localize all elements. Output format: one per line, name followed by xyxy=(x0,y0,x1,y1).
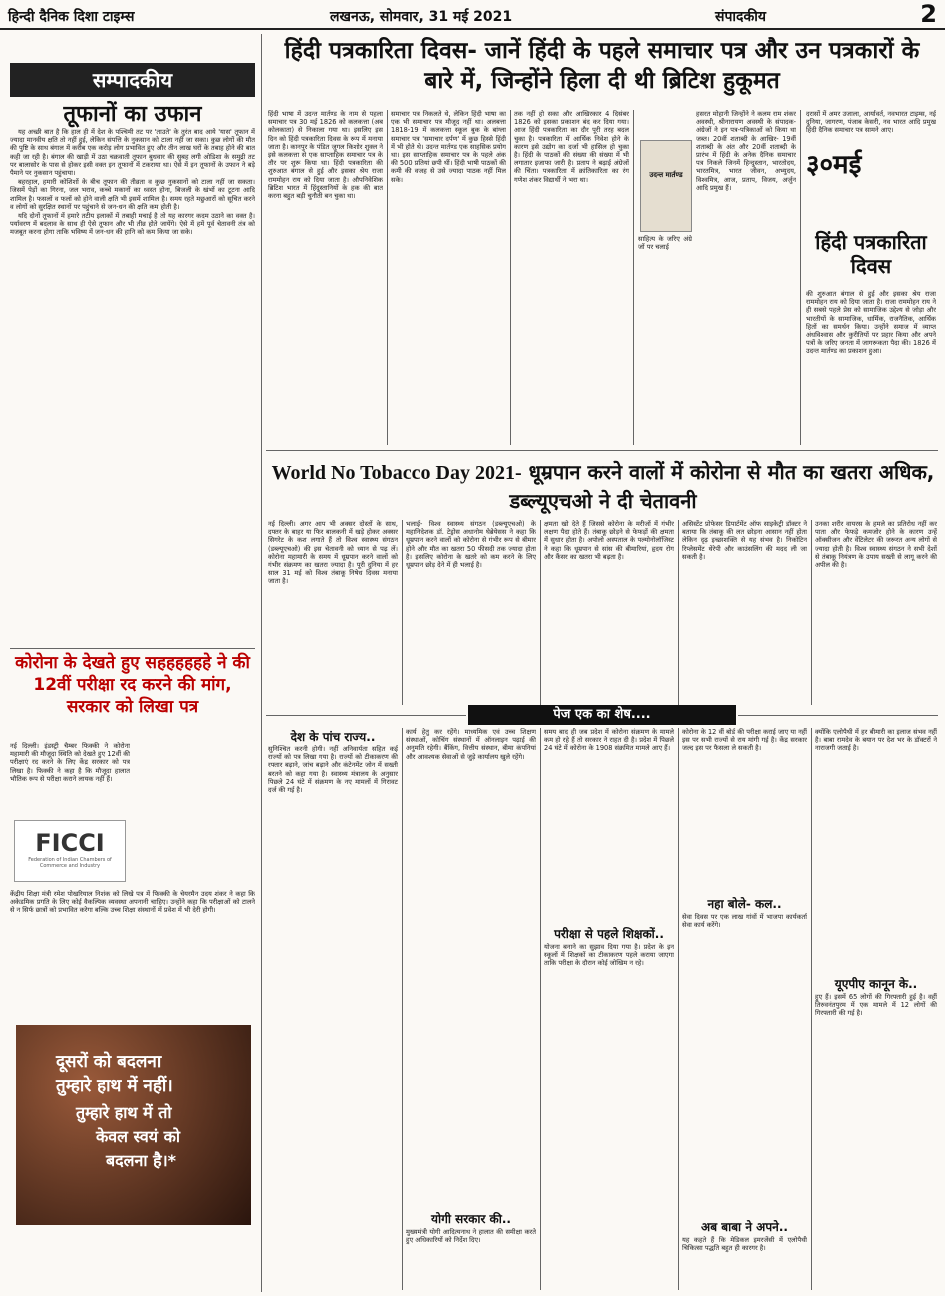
cont-yogi-body: मुख्यमंत्री योगी आदित्यनाथ ने हालात की समीक्षा करते हुए अधिकारियों को निर्देश दिए। xyxy=(406,1228,536,1245)
cont-title-baba: अब बाबा ने अपने.. xyxy=(701,1220,788,1234)
top-story-col1: हिंदी भाषा में उदन्त मार्तण्ड के नाम से पहला समाचार पत्र 30 मई 1826 को कलकत्ता (अब कोलकाता) से निकाला गया था। इसलिए इस दिन को हिंदी पत्रकारिता दिवस के रूप में मनाया जाता है। कानपुर के पंडित जुगल किशोर शुक्ल ने इसे कलकत्ता से एक साप्ताहिक समाचार पत्र के तौर पर शुरू किया था। हिंदी पत्रकारिता की शुरुआत बंगाल से हुई और इसका श्रेय राजा राममोहन राय को दिया जाता है। औपनिवेशिक ब्रिटिश भारत में हिंदुस्तानियों के हक की बात करना बहुत बड़ी चुनौती बन चुका था। xyxy=(268,110,383,201)
quote-image xyxy=(16,1025,251,1225)
cont-title-nadda: नहा बोले- कल.. xyxy=(707,897,782,911)
tobacco-headline xyxy=(268,458,938,515)
tobacco-headline-hi: धूम्रपान करने वालों में कोरोना से मौत का खतरा अधिक, डब्ल्यूएचओ ने दी चेतावनी xyxy=(509,460,935,513)
ficci-logo xyxy=(14,820,126,882)
tobacco-col5: उनका शरीर वायरस के हमले का प्रतिरोध नहीं कर पाता और फेफड़े कमजोर होने के कारण उन्हें ऑक्सीजन और वेंटिलेटर की जरूरत अन्य लोगों से ज्यादा होती है। विश्व स्वास्थ्य संगठन ने सभी देशों से तंबाकू नियंत्रण के उपाय सख्ती से लागू करने की अपील की है। xyxy=(815,520,937,570)
cont-board-body: कोरोना के 12 वीं बोर्ड की परीक्षा कराई जाए या नहीं इस पर सभी राज्यों से राय मांगी गई है। केंद्र सरकार जल्द इस पर फैसला ले सकती है। xyxy=(682,728,807,753)
tobacco-col3: क्षमता खो देते हैं जिससे कोरोना के मरीजों में गंभीर लक्षण पैदा होते हैं। तंबाकू छोड़ने से फेफड़ों की क्षमता में सुधार होता है। अपोलो अस्पताल के पल्मोनोलॉजिस्ट ने कहा कि धूम्रपान से सांस की बीमारियां, हृदय रोग और कैंसर का खतरा भी बढ़ता है। xyxy=(544,520,674,561)
section-name: संपादकीय xyxy=(715,9,766,25)
cont-title-states: देश के पांच राज्य.. xyxy=(290,730,376,744)
editorial-paragraph: यह अच्छी बात है कि हाल ही में देश के पश्चिमी तट पर 'ताउते' के तुरंत बाद आये 'यास' तूफान में ज्यादा मानवीय क्षति तो नहीं हुई, लेकिन संपत्ति के नुकसान को टाला नहीं जा सका। कुछ लोगों की मौत की पुष्टि के साथ बंगाल में करीब एक करोड़ लोग प्रभावित हुए और तीन लाख घरों के तबाह होने की बात कही जा रही है। बंगाल की खाड़ी में उठा चक्रवाती तूफान बुधवार की सुबह लगी ओडिशा के समुद्री तट पर बालासोर के पास से होकर इसी वक्त इन तूफानों में टकराया था। ऐसे में इन तूफानों के उफान ने बड़े पैमाने पर नुकसान पहुंचाया। xyxy=(10,128,255,178)
cont-title-uapa: यूएपीए कानून के.. xyxy=(834,977,918,991)
cont-title-yogi: योगी सरकार की.. xyxy=(431,1212,511,1226)
udant-martand-label: उदन्त मार्तण्ड xyxy=(649,171,683,179)
ficci-body-2: केंद्रीय शिक्षा मंत्री रमेश पोखरियाल निशंक को लिखे पत्र में फिक्की के चेयरमैन उदय शंकर ने कहा कि अकेडमिक प्रगति के लिए कोई वैकल्पिक व्यवस्था अपनानी चाहिए। उन्होंने कहा कि परीक्षाओं को टालने से न सिर्फ छात्रों को प्रभावित करेगा बल्कि उच्च शिक्षा संस्थानों में प्रवेश में भी देरी होगी। xyxy=(10,890,255,915)
editorial-title: तूफानों का उफान xyxy=(63,102,202,127)
quote-line: दूसरों को बदलना xyxy=(56,1052,162,1072)
editorial-body xyxy=(10,128,255,648)
cont-nadda-body: सेवा दिवस पर एक लाख गांवों में भाजपा कार्यकर्ता सेवा कार्य करेंगे। xyxy=(682,913,807,930)
paper-name: हिन्दी दैनिक दिशा टाइम्स xyxy=(8,9,135,25)
sidebar-date: ३०मई xyxy=(806,150,862,180)
cont-up-body: समय बाद ही जब प्रदेश में कोरोना संक्रमण के मामले कम हो रहे हैं तो सरकार ने राहत दी है। प्रदेश में पिछले 24 घंटे में कोरोना के 1908 संक्रमित मामले आए हैं। xyxy=(544,728,674,753)
udant-caption: साहित्य के जरिए अंग्रे जों पर चलाई xyxy=(638,235,692,252)
tobacco-headline-en: World No Tobacco Day 2021- xyxy=(271,462,522,484)
page-number: 2 xyxy=(920,0,937,28)
fiicci-headline: कोरोना के देखते हुए सहहहहहहे ने की 12वीं परीक्षा रद करने की मांग, सरकार को लिखा पत्र xyxy=(15,653,250,717)
cont-title-exam: परीक्षा से पहले शिक्षकों.. xyxy=(554,927,664,941)
cont-allopathy-body: क्योंकि एलोपैथी में हर बीमारी का इलाज संभव नहीं है। बाबा रामदेव के बयान पर देश भर के डॉक्टरों ने नाराजगी जताई है। xyxy=(815,728,937,753)
masthead xyxy=(0,0,945,30)
editorial-banner: सम्पादकीय xyxy=(10,63,255,97)
ficci-logo-text: FICCI xyxy=(35,829,105,857)
tobacco-col1: नई दिल्ली। अगर आप भी अक्सर दोस्तों के साथ, दफ्तर के बाहर या फिर बालकनी में खड़े होकर अक्सर सिगरेट के कश लगाते हैं तो विश्व स्वास्थ्य संगठन (डब्ल्यूएचओ) की इस चेतावनी को ध्यान से पढ़ लें। कोरोना महामारी के समय में धूम्रपान करने वालों को गंभीर संक्रमण का खतरा ज्यादा है। पूरी दुनिया में हर साल 31 मई को विश्व तंबाकू निषेध दिवस मनाया जाता है। xyxy=(268,520,398,586)
sidebar-text: दरासों में अमर उजाला, आर्यावर्त, नवभारत टाइम्स, नई दुनिया, जागरण, पंजाब केसरी, नव भारत आदि प्रमुख हिंदी दैनिक समाचार पत्र सामने आए। xyxy=(806,110,936,135)
cont-exam-body: योजना बनाने का सुझाव दिया गया है। प्रदेश के इन स्कूलों में शिक्षकों का टीकाकरण पहले कराया जाएगा ताकि परीक्षा के दौरान कोई जोखिम न रहे। xyxy=(544,943,674,968)
ficci-logo-caption: Federation of Indian Chambers of Commerce and Industry xyxy=(28,857,112,869)
sidebar-body: की शुरुआत बंगाल से हुई और इसका श्रेय राजा राममोहन राय को दिया जाता है। राजा राममोहन राय ने ही सबसे पहले प्रेस को सामाजिक उद्देश्य से जोड़ा और भारतीयों के सामाजिक, धार्मिक, राजनैतिक, आर्थिक हितों का समर्थन किया। उन्होंने समाज में व्याप्त अंधविश्वास और कुरीतियों पर प्रहार किया और अपने पत्रों के जरिए जनता में जागरूकता पैदा की। 1826 में उदन्त मार्तण्ड का प्रकाशन हुआ। xyxy=(806,290,936,356)
cont-states-body: सुनिश्चित करनी होगी। नहीं अनिवार्यता सहित कई राज्यों को पत्र लिखा गया है। राज्यों को टीकाकरण की रफ्तार बढ़ाने, जांच बढ़ाने और कंटेनमेंट जोन में सख्ती बरतने को कहा गया है। स्वास्थ्य मंत्रालय के अनुसार पिछले 24 घंटे में संक्रमण के नए मामलों में गिरावट दर्ज की गई है। xyxy=(268,745,398,795)
top-story-col3: तक नहीं हो सका और आखिरकार 4 दिसंबर 1826 को इसका प्रकाशन बंद कर दिया गया। आज हिंदी पत्रकारिता का दौर पूरी तरह बदल चुका है। पत्रकारिता में आर्थिक निवेश होने के कारण इसे उद्योग का दर्जा भी हासिल हो चुका है। हिंदी के पाठकों की संख्या की संख्या में भी लगातार इजाफा जारी है। प्रताप ने बढ़ाई अंग्रेजों की चिंता। पत्रकारिता में क्रांतिकारिता का रंग गणेश शंकर विद्यार्थी ने भरा था। xyxy=(514,110,629,184)
editorial-paragraph: यदि दोनों तूफानों में हमारे तटीय इलाकों में तबाही मचाई है तो यह कारगर कदम उठाने का वक्त है। पर्यावरण में बदलाव के साथ ही ऐसे तूफान और भी तीव्र होते जायेंगे। ऐसे में हमें पूर्व चेतावनी तंत्र को मजबूत करना होगा ताकि भविष्य में जन-धन की हानि को कम किया जा सके। xyxy=(10,212,255,237)
tobacco-col4: असिस्टेंट प्रोफेसर डिपार्टमेंट ऑफ साइकेट्री डॉक्टर ने बताया कि तंबाकू की लत छोड़ना आसान नहीं होता लेकिन दृढ़ इच्छाशक्ति से यह संभव है। निकोटिन रिप्लेसमेंट थेरेपी और काउंसलिंग की मदद ली जा सकती है। xyxy=(682,520,807,561)
page-one-continuation-band: पेज एक का शेष.... xyxy=(468,705,736,725)
quote-line: केवल स्वयं को xyxy=(96,1127,181,1146)
quote-line: तुम्हारे हाथ में नहीं। xyxy=(56,1076,173,1096)
udant-martand-image xyxy=(640,140,692,232)
quote-line: तुम्हारे हाथ में तो xyxy=(76,1103,172,1122)
date-line: लखनऊ, सोमवार, 31 मई 2021 xyxy=(330,9,513,25)
top-story-col2: समाचार पत्र निकलते थे, लेकिन हिंदी भाषा का एक भी समाचार पत्र मौजूद नहीं था। अलबत्ता 1818-19 में कलकत्ता स्कूल बुक के बांग्ला समाचार पत्र 'समाचार दर्पण' में कुछ हिस्से हिंदी में भी होते थे। उदन्त मार्तण्ड एक साहसिक प्रयोग था। इस साप्ताहिक समाचार पत्र के पहले अंक की 500 प्रतियां छपी थीं। हिंदी भाषी पाठकों की कमी की वजह से उसे ज्यादा पाठक नहीं मिल सके। xyxy=(391,110,506,184)
cont-baba-body: यह कहते हैं कि मेडिकल इमरजेंसी में एलोपैथी चिकित्सा पद्धति बहुत ही कारगर है। xyxy=(682,1236,807,1253)
tobacco-col2: भलाई- विश्व स्वास्थ्य संगठन (डब्ल्यूएचओ) के महानिदेशक डॉ. टेड्रोस अधानोम घेब्रेयेसस ने कहा कि धूम्रपान करने वालों को कोरोना से गंभीर रूप से बीमार होने और मौत का खतरा 50 फीसदी तक ज्यादा होता है। इसलिए कोरोना के खतरे को कम करने के लिए धूम्रपान छोड़ देने में ही भलाई है। xyxy=(406,520,536,570)
sidebar-title: हिंदी पत्रकारिता दिवस xyxy=(815,230,927,278)
cont-restrictions-body: कार्य हेतु कर रहेंगे। माध्यमिक एवं उच्च शिक्षण संस्थाओं, कोचिंग संस्थानों में ऑनलाइन पढ़ाई की अनुमति रहेगी। बैंकिंग, वित्तीय संस्थान, बीमा कंपनियां और आवश्यक सेवाओं से जुड़े कार्यालय खुले रहेंगे। xyxy=(406,728,536,761)
top-story-headline: हिंदी पत्रकारिता दिवस- जानें हिंदी के पहले समाचार पत्र और उन पत्रकारों के बारे में, जिन्होंने हिला दी थी ब्रिटिश हुकूमत xyxy=(284,38,920,94)
ficci-body-1: नई दिल्ली। इंडस्ट्री चैम्बर फिक्की ने कोरोना महामारी की मौजूदा स्थिति को देखते हुए 12वीं की परीक्षाएं रद करने के लिए केंद्र सरकार को पत्र लिखा है। फिक्की ने कहा है कि मौजूदा हालात भौतिक रूप से परीक्षा कराने लायक नहीं हैं। xyxy=(10,742,130,783)
top-story-col4: हसरत मोहानी जिन्होंने ने कलम राम शंकर अवस्थी, श्रीनारायण अवस्थी के संपादक- अंग्रेजों ने इन पत्र-पत्रिकाओं को किया था जब्त। 20वीं शताब्दी के आखिर- 19वीं शताब्दी के अंत और 20वीं शताब्दी के प्रारंभ में हिंदी के अनेक दैनिक समाचार पत्र निकले जिनमें हिन्दुस्तान, भारतोदय, भारतमित्र, भारत जीवन, अभ्युदय, विश्वमित्र, आज, प्रताप, विजय, अर्जुन आदि प्रमुख हैं। xyxy=(696,110,796,192)
cont-uapa-body: हुए हैं। इसमें 65 लोगों की गिरफ्तारी हुई है। वहीं तिरुवनंतपुरम में एक मामले में 12 लोगों की गिरफ्तारी की गई है। xyxy=(815,993,937,1018)
quote-line: बदलना है।* xyxy=(106,1151,177,1170)
editorial-paragraph: बहरहाल, हमारी कोशिशों के बीच तूफान की तीव्रता व कुछ नुकसानों को टाला नहीं जा सकता। जिसमें पेड़ों का गिरना, जल भराव, कच्चे मकानों का ध्वस्त होना, बिजली के खंभों का टूटना आदि शामिल है। फसलों व फलों को होने वाली क्षति भी इसमें शामिल है। समय रहते मछुआरों को सूचित करने व लोगों को सुरक्षित स्थानों पर पहुंचाने से जन-धन की क्षति कम होती है। xyxy=(10,178,255,211)
